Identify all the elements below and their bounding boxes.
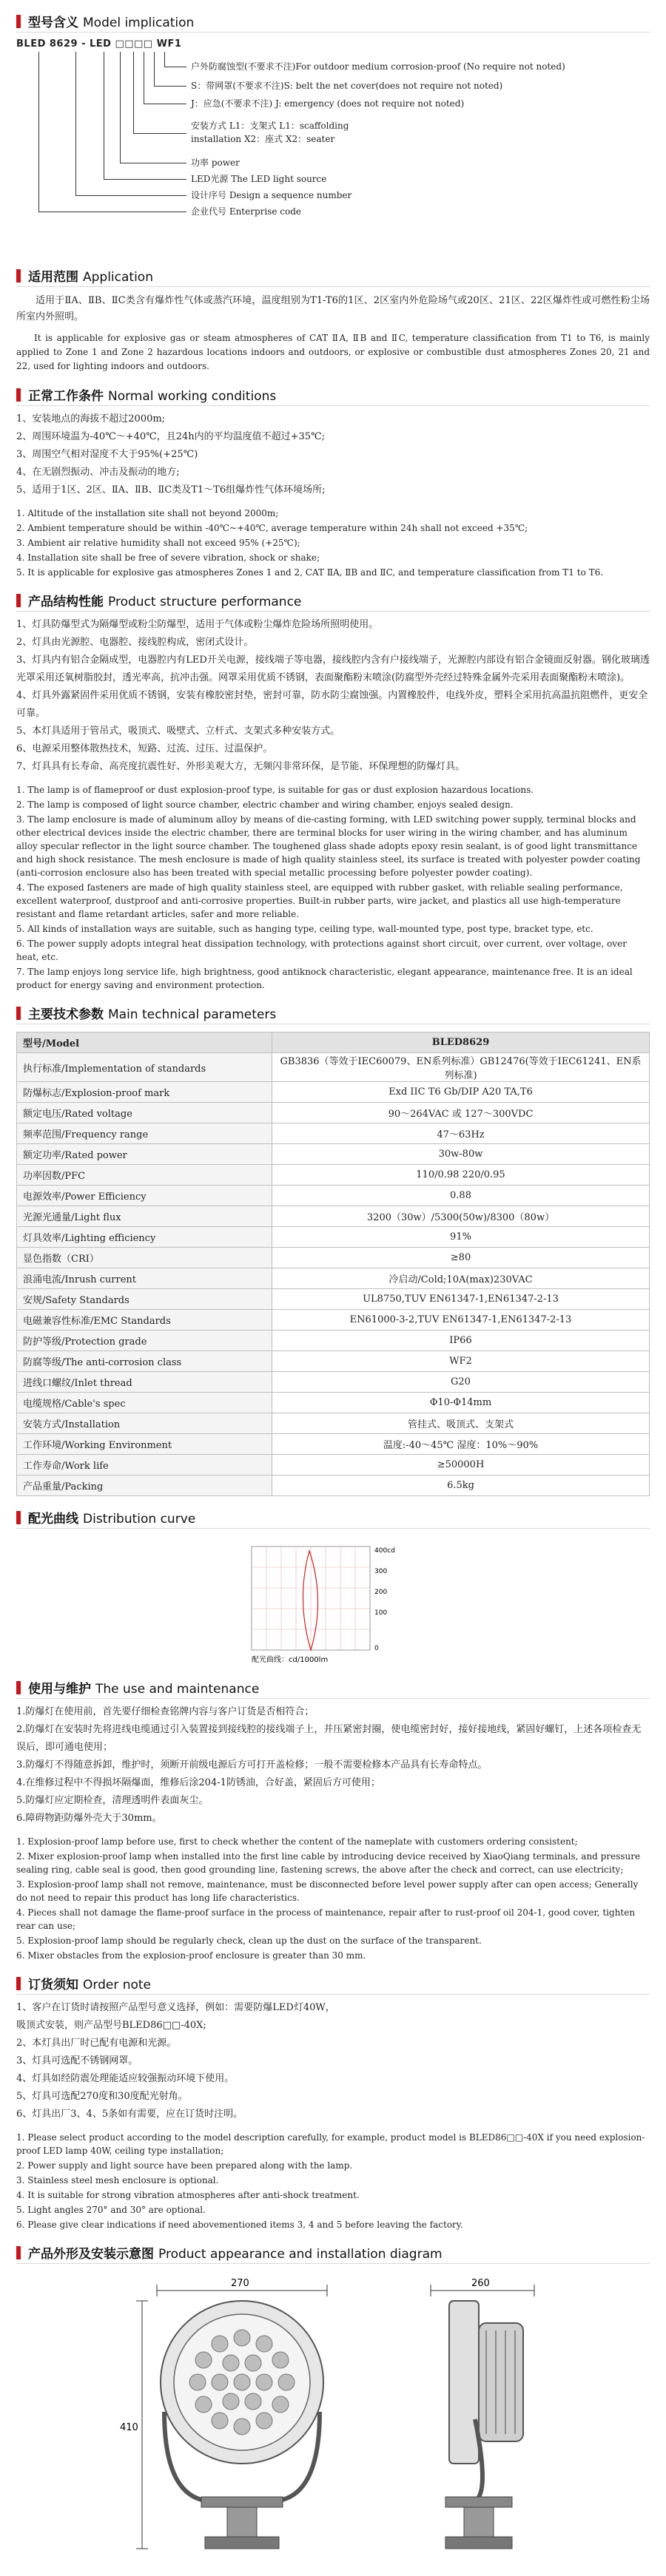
- led-lens: [272, 2396, 289, 2413]
- dim-height: 410: [120, 2422, 138, 2433]
- led-lens: [212, 2374, 228, 2390]
- param-value-cell: 管挂式、吸顶式、支架式: [272, 1413, 650, 1434]
- param-value-cell: WF2: [272, 1351, 650, 1372]
- led-lens: [234, 2418, 250, 2435]
- model-label: J：应急(不要求不注) J: emergency (does not require not noted): [191, 98, 465, 109]
- table-header-row: [17, 1032, 650, 1053]
- model-label: installation X2：座式 X2：seater: [191, 134, 335, 144]
- section-marker: [16, 1681, 21, 1694]
- param-value-cell: Exd IIC T6 Gb/DIP A20 TA,T6: [272, 1082, 650, 1103]
- distribution-curve: [16, 1541, 650, 1666]
- table-header-cell: 型号/Model: [17, 1032, 272, 1053]
- installation-diagram: [16, 2271, 650, 2576]
- param-name-cell: 安装方式/Installation: [17, 1413, 272, 1434]
- led-lens: [245, 2393, 261, 2410]
- param-name-cell: 额定功率/Rated power: [17, 1144, 272, 1165]
- model-code: BLED 8629 - LED □□□□ WF1: [16, 38, 182, 50]
- model-label: LED光源 The LED light source: [191, 174, 327, 184]
- list-item: 吸顶式安装，则产品型号BLED86□□-40X;: [16, 2020, 206, 2031]
- maintenance-en-list: [16, 1835, 650, 1962]
- list-item: 6. Please give clear indications if need abovementioned items 3, 4 and 5 before leaving the factory.: [16, 2220, 463, 2230]
- list-item: 4.在维修过程中不得损坏隔爆面，维修后涂204-1防锈油，合好盖，紧固后方可使用；: [16, 1777, 380, 1788]
- param-value-cell: 冷启动/Cold;10A(max)230VAC: [272, 1268, 650, 1289]
- param-name-cell: 防护等级/Protection grade: [17, 1331, 272, 1351]
- section-title: 配光曲线 Distribution curve: [28, 1512, 196, 1527]
- maintenance-cn-list: [16, 1703, 650, 1828]
- param-name-cell: 安规/Safety Standards: [17, 1289, 272, 1310]
- curve-tick: 400cd: [374, 1547, 395, 1555]
- section-marker: [16, 388, 21, 402]
- model-label: 功率 power: [191, 158, 240, 168]
- section-diagram-header: [16, 2242, 650, 2264]
- list-item: 4. The exposed fasteners are made of high quality stainless steel, are equipped with rubber gasket, with reliable sealing performance, excellent waterproof, dustproof and anti-corrosive properties. Built-in rubber parts, wire jacket, and plastics all use high-temperature resistant and flame retardant articles, safer and more reliable.: [16, 882, 623, 919]
- led-lens: [212, 2413, 228, 2429]
- section-marker: [16, 269, 21, 283]
- param-name-cell: 执行标准/Implementation of standards: [17, 1053, 272, 1082]
- list-item: 3. Stainless steel mesh enclosure is optional.: [16, 2175, 219, 2185]
- list-item: 5. It is applicable for explosive gas atmospheres Zones 1 and 2, CAT ⅡA, ⅡB and ⅡC, and temperature classification from T1 to T6.: [16, 567, 604, 578]
- param-name-cell: 工作环境/Working Environment: [17, 1434, 272, 1455]
- list-item: 5. Light angles 270° and 30° are optional.: [16, 2205, 206, 2215]
- section-marker: [16, 2246, 21, 2259]
- list-item: 4、灯具如经防震处理能适应较强振动环境下使用。: [16, 2073, 235, 2084]
- list-item: 4. Installation site shall be free of severe vibration, shock or shake;: [16, 552, 320, 563]
- table-row: [17, 1310, 650, 1331]
- list-item: 5. All kinds of installation ways are suitable, such as hanging type, ceiling type, wall-mounted type, post type, bracket type, etc.: [16, 924, 593, 934]
- list-item: 5.防爆灯应定期检查，清理透明件表面灰尘。: [16, 1795, 209, 1806]
- model-label: 设计序号 Design a sequence number: [191, 190, 352, 200]
- order-en-list: [16, 2131, 650, 2231]
- table-row: [17, 1206, 650, 1227]
- curve-tick: 200: [374, 1589, 388, 1596]
- section-application-header: [16, 265, 650, 287]
- section-structure-header: [16, 589, 650, 612]
- list-item: 3. The lamp enclosure is made of aluminum alloy by means of die-casting forming, with LED switching power supply, terminal blocks and other electrical devices inside the electric chamber, there are terminal blocks for user wiring in the wiring chamber, and has aluminum alloy specular reflector in the light source chamber. The toughened glass shade adopts epoxy resin sealant, is of good light transmittance and high shock resistance. The mesh enclosure is made of high quality stainless steel, its surface is treated with polyester powder coating (anti-corrosion enclosure also has been treated with special metallic processing before polyester powder coating).: [16, 814, 641, 878]
- list-item: 4、在无剧烈振动、冲击及振动的地方;: [16, 467, 180, 478]
- param-name-cell: 电磁兼容性标准/EMC Standards: [17, 1310, 272, 1331]
- section-order-header: [16, 1972, 650, 1995]
- curve-tick: 300: [374, 1568, 388, 1575]
- param-value-cell: 0.88: [272, 1186, 650, 1206]
- led-lens: [195, 2352, 212, 2368]
- table-row: [17, 1351, 650, 1372]
- table-row: [17, 1082, 650, 1103]
- list-item: 3、灯具内有铝合金隔成型，电器腔内有LED开关电源，接线端子等电器，接线腔内含有户接线端子，光源腔内部设有铝合金镜面反射器。钢化玻璃透光罩采用还氧树脂胶封，透光率高，抗冲击强。网罩采用优质不锈钢，表面聚酯粉末喷涂(防腐型外壳经过特殊金属外壳采用表面聚酯粉末喷涂)。: [16, 655, 650, 683]
- param-name-cell: 工作寿命/Work life: [17, 1455, 272, 1475]
- dim-front-width: 270: [231, 2278, 249, 2289]
- table-row: [17, 1248, 650, 1268]
- table-row: [17, 1103, 650, 1123]
- param-name-cell: 额定电压/Rated voltage: [17, 1103, 272, 1123]
- param-value-cell: 47～63Hz: [272, 1123, 650, 1144]
- list-item: 4. Pieces shall not damage the flame-proof surface in the process of maintenance, repair after to rust-proof oil 204-1, good cover, tighten rear can use;: [16, 1907, 636, 1931]
- application-en: It is applicable for explosive gas or steam atmospheres of CAT ⅡA, ⅡB and ⅡC, temperature classification from T1 to T6, is mainly applied to Zone 1 and Zone 2 hazardous locations indoors and outdoors, or explosive or combustible dust atmospheres Zones 20, 21 and 22, used for lighting indoors and outdoors.: [16, 333, 650, 371]
- table-row: [17, 1053, 650, 1082]
- led-lens: [256, 2374, 272, 2390]
- list-item: 6.障碍物距防爆外壳大于30mm。: [16, 1813, 162, 1824]
- list-item: 3.防爆灯不得随意拆卸，维护时，须断开前级电源后方可打开盖检修；一般不需要检修本产品具有长寿命特点。: [16, 1759, 488, 1771]
- list-item: 1. The lamp is of flameproof or dust explosion-proof type, is suitable for gas or dust explosion hazardous locations.: [16, 785, 534, 795]
- table-row: [17, 1289, 650, 1310]
- table-row: [17, 1434, 650, 1455]
- param-name-cell: 电缆规格/Cable's spec: [17, 1393, 272, 1413]
- list-item: 2. The lamp is composed of light source chamber, electric chamber and wiring chamber, enjoys sealed design.: [16, 799, 514, 810]
- led-lens: [278, 2374, 295, 2390]
- lamp-drawing: [16, 2271, 650, 2575]
- list-item: 5. Explosion-proof lamp should be regularly check, clean up the dust on the surface of the transparent.: [16, 1936, 482, 1946]
- section-conditions-header: [16, 384, 650, 406]
- order-cn-list: [16, 1999, 650, 2123]
- section-marker: [16, 15, 21, 28]
- param-name-cell: 进线口螺纹/Inlet thread: [17, 1372, 272, 1393]
- led-lens: [256, 2336, 272, 2352]
- table-row: [17, 1475, 650, 1496]
- model-diagram: [16, 33, 650, 254]
- list-item: 2、周围环境温为-40℃～+40℃，且24h内的平均温度值不超过+35℃;: [16, 431, 325, 442]
- section-marker: [16, 594, 21, 607]
- list-item: 2、灯具由光源腔、电器腔、接线腔构成，密闭式设计。: [16, 637, 254, 648]
- param-name-cell: 显色指数（CRI）: [17, 1248, 272, 1268]
- param-name-cell: 浪涌电流/Inrush current: [17, 1268, 272, 1289]
- list-item: 4. It is suitable for strong vibration atmospheres after anti-shock treatment.: [16, 2190, 360, 2200]
- application-cn: 适用于ⅡA、ⅡB、ⅡC类含有爆炸性气体或蒸汽环境，温度组别为T1-T6的1区、2区室内外危险场气或20区、21区、22区爆炸性或可燃性粉尘场所室内外照明。: [16, 295, 650, 322]
- led-lens: [256, 2413, 272, 2429]
- param-name-cell: 灯具效率/Lighting efficiency: [17, 1227, 272, 1248]
- table-row: [17, 1393, 650, 1413]
- param-value-cell: 91%: [272, 1227, 650, 1248]
- param-value-cell: ≥80: [272, 1248, 650, 1268]
- param-value-cell: UL8750,TUV EN61347-1,EN61347-2-13: [272, 1289, 650, 1310]
- conditions-en-list: [16, 507, 650, 579]
- list-item: 1. Explosion-proof lamp before use, first to check whether the content of the nameplate with customers ordering consistent;: [16, 1836, 578, 1847]
- list-item: 4、灯具外露紧固件采用优质不锈钢，安装有橡胶密封垫，密封可靠，防水防尘腐蚀强。内置橡胶件，电线外皮，塑料全采用抗高温抗阻燃件，更安全可靠。: [16, 690, 648, 719]
- param-value-cell: 110/0.98 220/0.95: [272, 1165, 650, 1186]
- list-item: 6、电源采用整体散热技术，短路、过流、过压、过温保护。: [16, 743, 273, 754]
- param-name-cell: 光源光通量/Light flux: [17, 1206, 272, 1227]
- table-row: [17, 1455, 650, 1475]
- curve-graphic: [244, 1541, 422, 1666]
- params-table: [16, 1032, 650, 1496]
- section-maintenance-header: [16, 1677, 650, 1699]
- curve-tick: 100: [374, 1609, 388, 1617]
- param-value-cell: 30w-80w: [272, 1144, 650, 1165]
- param-value-cell: 6.5kg: [272, 1475, 650, 1496]
- table-row: [17, 1268, 650, 1289]
- param-value-cell: ≥50000H: [272, 1455, 650, 1475]
- list-item: 5、本灯具适用于管吊式，吸顶式、吸壁式、立杆式、支架式多种安装方式。: [16, 726, 340, 737]
- section-title: 适用范围 Application: [28, 270, 153, 285]
- list-item: 6. Mixer obstacles from the explosion-proof enclosure is greater than 30 mm.: [16, 1950, 366, 1961]
- list-item: 1、安装地点的海拔不超过2000m;: [16, 413, 166, 425]
- section-title: 型号含义 Model implication: [28, 16, 195, 30]
- led-lens: [272, 2352, 289, 2368]
- section-title: 产品外形及安装示意图 Product appearance and installation diagram: [28, 2247, 443, 2262]
- section-marker: [16, 1007, 21, 1020]
- section-title: 使用与维护 The use and maintenance: [28, 1682, 260, 1697]
- table-row: [17, 1165, 650, 1186]
- list-item: 1.防爆灯在使用前，首先要仔细检查铭牌内容与客户订货是否相符合；: [16, 1706, 314, 1717]
- curve-tick: 0: [374, 1645, 379, 1652]
- param-name-cell: 功率因数/PFC: [17, 1165, 272, 1186]
- led-lens: [189, 2374, 206, 2390]
- table-row: [17, 1227, 650, 1248]
- param-name-cell: 产品重量/Packing: [17, 1475, 272, 1496]
- structure-cn-list: [16, 616, 650, 776]
- list-item: 1、灯具防爆型式为隔爆型或粉尘防爆型，适用于气体或粉尘爆炸危险场所照明使用。: [16, 619, 379, 630]
- param-value-cell: EN61000-3-2,TUV EN61347-1,EN61347-2-13: [272, 1310, 650, 1331]
- list-item: 5、适用于1区、2区、ⅡA、ⅡB、ⅡC类及T1～T6组爆炸性气体环境场所;: [16, 484, 326, 496]
- param-value-cell: G20: [272, 1372, 650, 1393]
- model-label: 安装方式 L1：支架式 L1：scaffolding: [191, 121, 349, 131]
- table-row: [17, 1331, 650, 1351]
- list-item: 2. Ambient temperature should be within -40℃~+40℃, average temperature within 24h shall not exceed +35℃;: [16, 523, 528, 533]
- model-label: S：带网罩(不要求不注)S: belt the net cover(does not require not noted): [191, 81, 503, 91]
- param-name-cell: 频率范围/Frequency range: [17, 1123, 272, 1144]
- list-item: 5、灯具可选配270度和30度配光射角。: [16, 2091, 188, 2102]
- param-value-cell: Φ10-Φ14mm: [272, 1393, 650, 1413]
- section-marker: [16, 1511, 21, 1524]
- curve-caption: 配光曲线：cd/1000lm: [252, 1656, 329, 1664]
- table-row: [17, 1186, 650, 1206]
- led-lens: [234, 2330, 250, 2346]
- section-params-header: [16, 1002, 650, 1024]
- section-title: 订货须知 Order note: [28, 1978, 152, 1992]
- list-item: 7、灯具具有长寿命、高亮度抗震性好、外形美观大方，无频闪非常环保，是节能、环保理想的防爆灯具。: [16, 761, 465, 772]
- list-item: 2.防爆灯在安装时先将进线电缆通过引入装置接到接线腔的接线端子上，并压紧密封圈，使电缆密封好，接好接地线，紧固好螺钉，上述各项检查无误后，即可通电使用；: [16, 1724, 642, 1753]
- param-value-cell: GB3836（等效于IEC60079、EN系列标准）GB12476(等效于IEC61241、EN系列标准): [272, 1053, 650, 1082]
- conditions-cn-list: [16, 410, 650, 499]
- led-lens: [245, 2355, 261, 2371]
- list-item: 1. Please select product according to the model description carefully, for example, product model is BLED86□□-40X if you need explosion-proof LED lamp 40W, ceiling type installation;: [16, 2132, 645, 2156]
- led-lens: [195, 2396, 212, 2413]
- led-lens: [223, 2355, 239, 2371]
- param-value-cell: 温度:-40～45℃ 湿度：10%～90%: [272, 1434, 650, 1455]
- table-row: [17, 1144, 650, 1165]
- section-marker: [16, 1977, 21, 1990]
- model-label: 户外防腐蚀型(不要求不注)For outdoor medium corrosion-proof (No require not noted): [191, 61, 565, 72]
- list-item: 3、周围空气相对湿度不大于95%(+25℃): [16, 449, 198, 460]
- table-header-cell: BLED8629: [272, 1032, 650, 1053]
- table-row: [17, 1413, 650, 1434]
- list-item: 2. Power supply and light source have been prepared along with the lamp.: [16, 2160, 353, 2171]
- list-item: 6、灯具出厂3、4、5条如有需要，应在订货时注明。: [16, 2109, 243, 2120]
- param-name-cell: 防爆标志/Explosion-proof mark: [17, 1082, 272, 1103]
- structure-en-list: [16, 783, 650, 992]
- param-name-cell: 电源效率/Power Efficiency: [17, 1186, 272, 1206]
- list-item: 7. The lamp enjoys long service life, high brightness, good antiknock characteristic, elegant appearance, maintenance free. It is an ideal product for energy saving and environment protection.: [16, 967, 633, 990]
- section-curve-header: [16, 1507, 650, 1529]
- param-name-cell: 防腐等级/The anti-corrosion class: [17, 1351, 272, 1372]
- param-value-cell: 3200（30w）/5300(50w)/8300（80w）: [272, 1206, 650, 1227]
- section-title: 主要技术参数 Main technical parameters: [28, 1007, 277, 1022]
- model-label: 企业代号 Enterprise code: [191, 206, 302, 217]
- table-row: [17, 1123, 650, 1144]
- led-lens: [234, 2374, 250, 2390]
- param-value-cell: IP66: [272, 1331, 650, 1351]
- led-lens: [212, 2336, 228, 2352]
- list-item: 1、客户在订货时请按照产品型号意义选择，例如：需要防爆LED灯40W，: [16, 2002, 335, 2013]
- list-item: 2、本灯具出厂时已配有电源和光源。: [16, 2038, 177, 2049]
- list-item: 1. Altitude of the installation site shall not beyond 2000m;: [16, 508, 279, 518]
- list-item: 3. Ambient air relative humidity shall not exceed 95% (+25℃);: [16, 538, 300, 548]
- list-item: 3. Explosion-proof lamp shall not remove, maintenance, must be disconnected before level power supply after can open access; Generally do not need to repair this product has long life characteristics.: [16, 1879, 639, 1903]
- section-title: 正常工作条件 Normal working conditions: [28, 389, 277, 404]
- list-item: 2. Mixer explosion-proof lamp when installed into the first line cable by introducing device received by XiaoQiang terminals, and pressure sealing ring, cable seal is good, then good grounding line, fastening screws, the above after the check and correct, can use electricity;: [16, 1851, 641, 1875]
- list-item: 6. The power supply adopts integral heat dissipation technology, with protections against short circuit, over current, over voltage, over heat, etc.: [16, 939, 627, 962]
- param-value-cell: 90～264VAC 或 127～300VDC: [272, 1103, 650, 1123]
- section-model-header: [16, 10, 650, 33]
- section-title: 产品结构性能 Product structure performance: [28, 595, 302, 609]
- led-lens: [223, 2393, 239, 2410]
- table-row: [17, 1372, 650, 1393]
- dim-side-width: 260: [471, 2278, 490, 2289]
- list-item: 3、灯具可选配不锈钢网罩。: [16, 2055, 138, 2066]
